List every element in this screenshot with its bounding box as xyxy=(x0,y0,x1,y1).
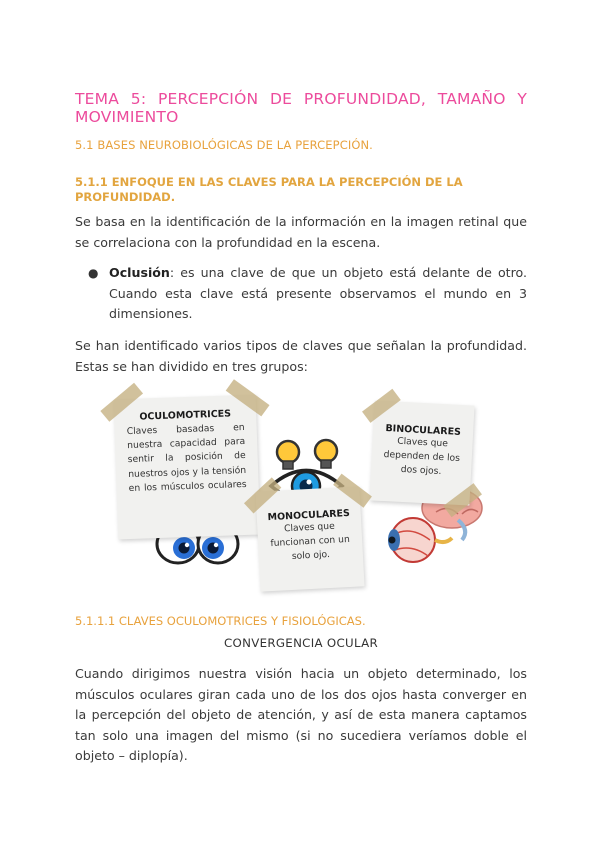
subsection-heading: 5.1.1 ENFOQUE EN LAS CLAVES PARA LA PERCEPCIÓN DE LA PROFUNDIDAD. xyxy=(75,175,463,204)
paragraph-convergencia: Cuando dirigimos nuestra visión hacia un objeto determinado, los músculos oculares giran cada uno de los dos ojos hasta converger en la percepción del objeto de atención, y así de esta manera captamos tan solo una imagen del mismo (si no sucediera veríamos doble el objeto – diplopía). xyxy=(75,666,527,763)
convergencia-heading: CONVERGENCIA OCULAR xyxy=(224,636,378,650)
note-oculomotrices-text: Claves basadas en nuestra capacidad para sentir la posición de nuestros ojos y la tensión en los músculos oculares xyxy=(126,421,247,494)
subsubsection-heading: 5.1.1.1 CLAVES OCULOMOTRICES Y FISIOLÓGICAS. xyxy=(75,614,366,628)
lightbulb-icon xyxy=(277,440,337,469)
note-binoculares xyxy=(369,400,474,505)
bullet-description: : es una clave de que un objeto está delante de otro. Cuando esta clave está presente observamos el mundo en 3 dimensiones. xyxy=(109,265,527,321)
note-monoculares-text: Claves que funcionan con un solo ojo. xyxy=(270,520,351,563)
paragraph-identification: Se basa en la identificación de la información en la imagen retinal que se correlaciona con la profundidad en la escena. xyxy=(75,214,527,250)
note-binoculares-title: BINOCULARES xyxy=(385,423,462,438)
bullet-text xyxy=(109,263,527,325)
note-oculomotrices xyxy=(114,395,261,540)
bullet-dot-icon: ● xyxy=(88,266,99,280)
page-title-line1: TEMA 5: PERCEPCIÓN DE PROFUNDIDAD, TAMAÑO Y xyxy=(75,90,527,108)
bullet-term: Oclusión xyxy=(109,265,170,280)
note-binoculares-text: Claves que dependen de los dos ojos. xyxy=(383,435,461,478)
note-monoculares-title: MONOCULARES xyxy=(267,507,351,524)
note-oculomotrices-title: OCULOMOTRICES xyxy=(139,408,232,423)
note-monoculares xyxy=(255,486,364,591)
page-title xyxy=(75,90,527,126)
tape-decoration xyxy=(362,389,401,423)
page-title-line2: MOVIMIENTO xyxy=(75,108,179,126)
eyeball-anatomy-icon xyxy=(388,518,452,562)
tape-decoration xyxy=(333,474,372,508)
tape-decoration xyxy=(443,483,482,517)
section-heading: 5.1 BASES NEUROBIOLÓGICAS DE LA PERCEPCIÓN. xyxy=(75,138,373,152)
paragraph-groups: Se han identificado varios tipos de claves que señalan la profundidad. Estas se han dividido en tres grupos: xyxy=(75,338,527,374)
